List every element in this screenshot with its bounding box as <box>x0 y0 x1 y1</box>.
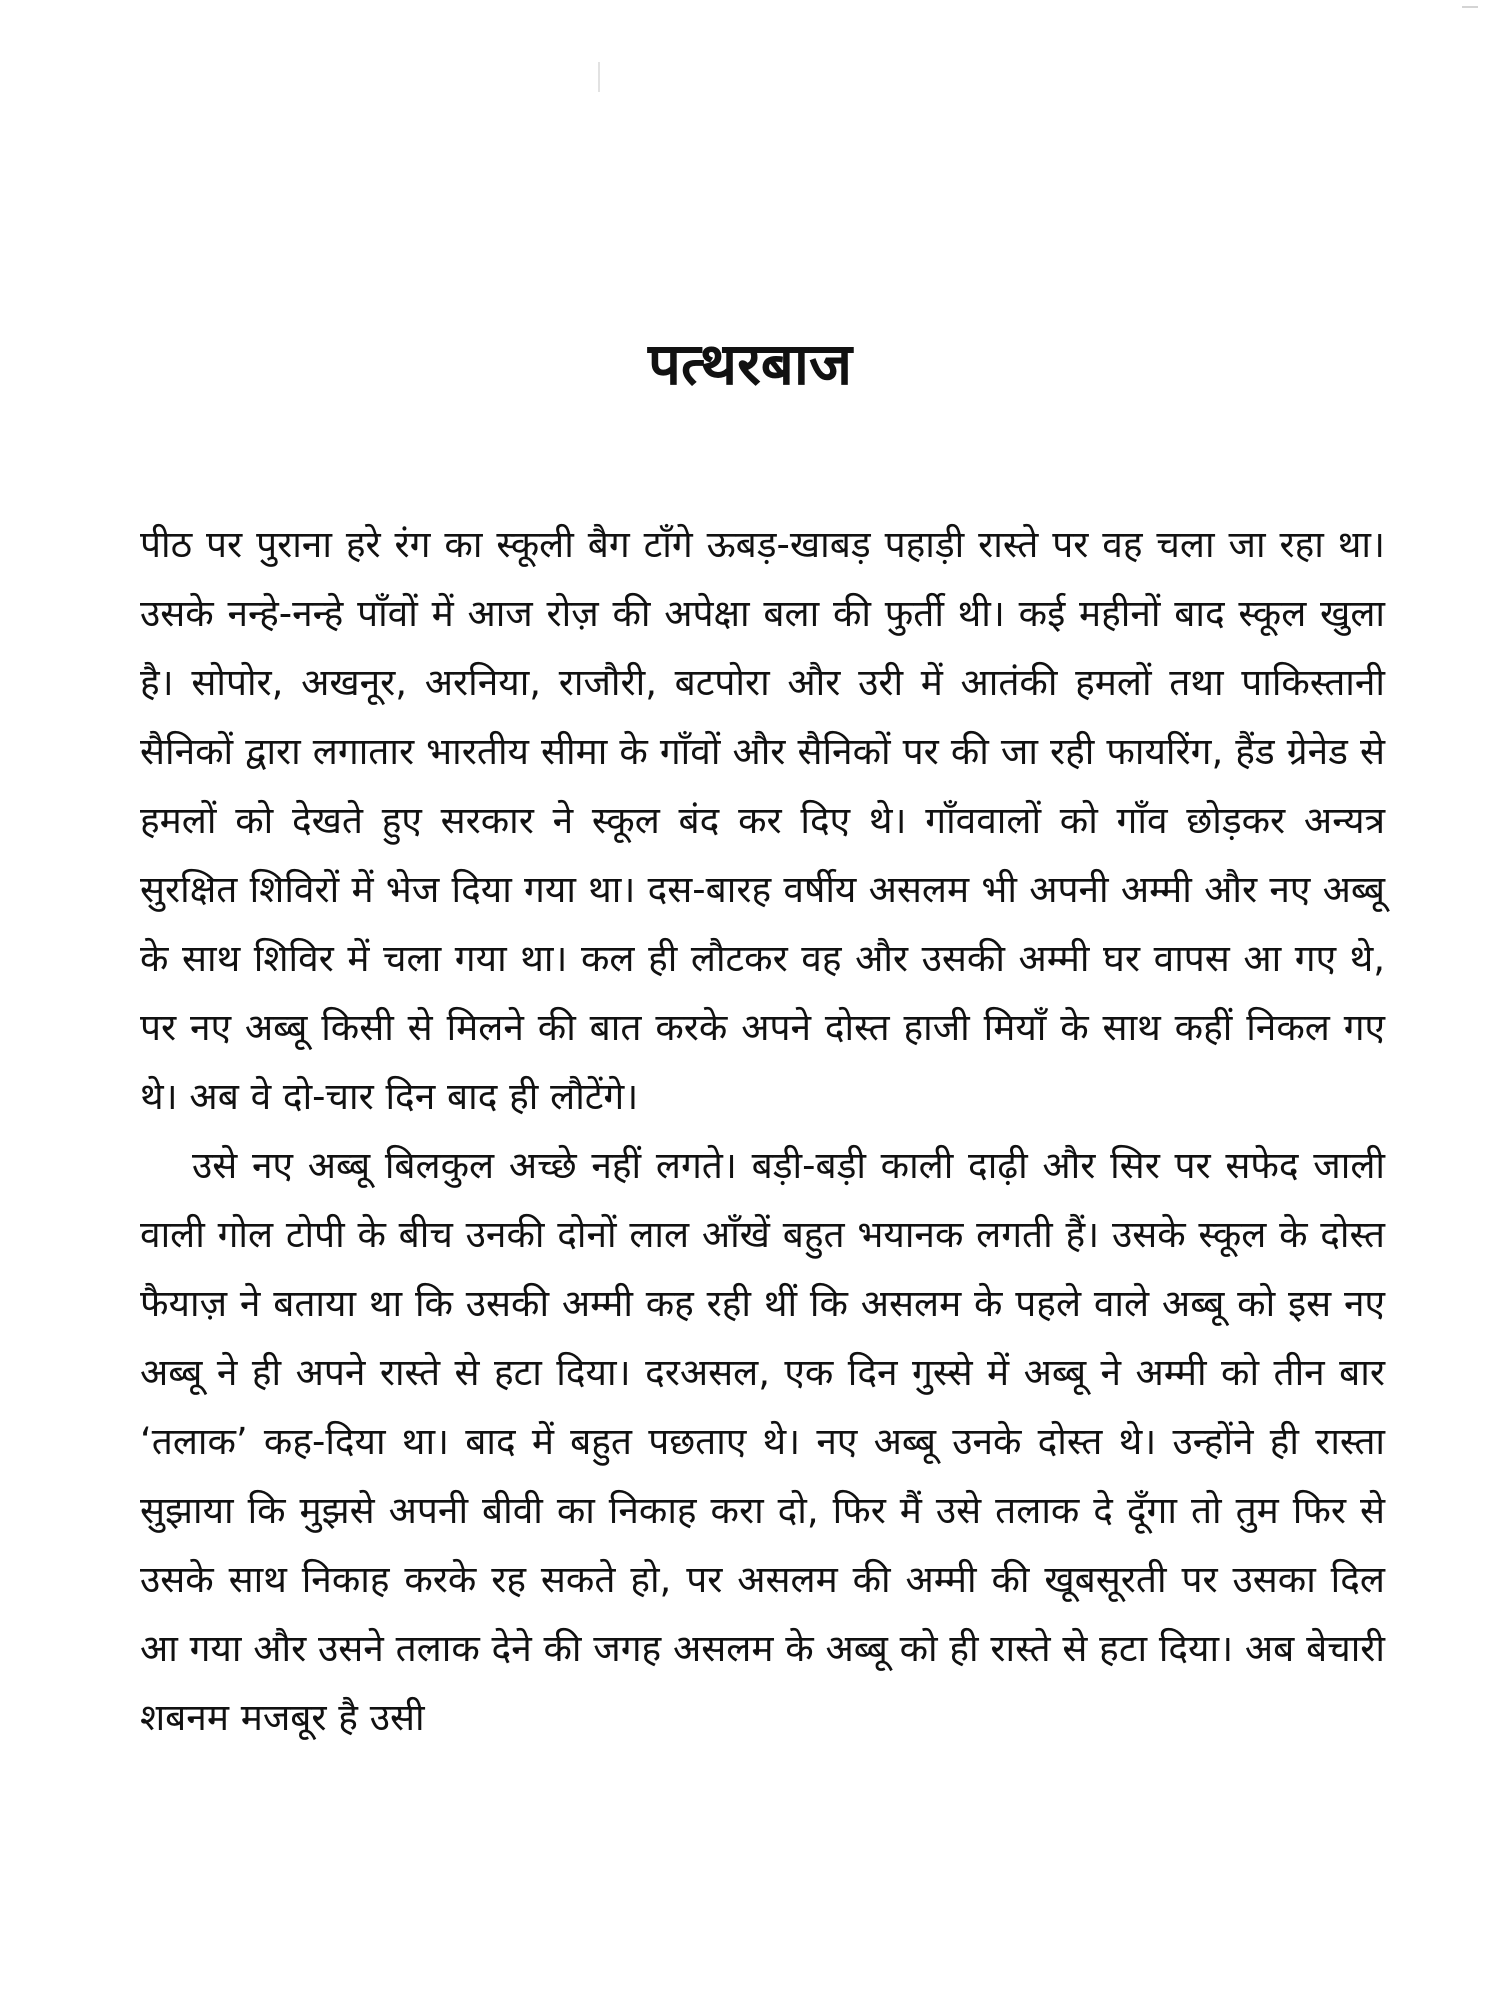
paragraph-1: पीठ पर पुराना हरे रंग का स्कूली बैग टाँगे ऊबड़-खाबड़ पहाड़ी रास्ते पर वह चला जा रहा था। उसके नन्हे-नन्हे पाँवों में आज रोज़ की अपेक्षा बला की फुर्ती थी। कई महीनों बाद स्कूल खुला है। सोपोर, अखनूर, अरनिया, राजौरी, बटपोरा और उरी में आतंकी हमलों तथा पाकिस्तानी सैनिकों द्वारा लगातार भारतीय सीमा के गाँवों और सैनिकों पर की जा रही फायरिंग, हैंड ग्रेनेड से हमलों को देखते हुए सरकार ने स्कूल बंद कर दिए थे। गाँववालों को गाँव छोड़कर अन्यत्र सुरक्षित शिविरों में भेज दिया गया था। दस-बारह वर्षीय असलम भी अपनी अम्मी और नए अब्बू के साथ शिविर में चला गया था। कल ही लौटकर वह और उसकी अम्मी घर वापस आ गए थे, पर नए अब्बू किसी से मिलने की बात करके अपने दोस्त हाजी मियाँ के साथ कहीं निकल गए थे। अब वे दो-चार दिन बाद ही लौटेंगे। <box>140 523 1385 1118</box>
page-crease-mark <box>598 62 600 92</box>
chapter-body <box>140 510 1385 1752</box>
corner-scan-mark <box>1462 6 1478 8</box>
chapter-title: पत्थरबाज <box>648 330 852 398</box>
paragraph-2: उसे नए अब्बू बिलकुल अच्छे नहीं लगते। बड़ी-बड़ी काली दाढ़ी और सिर पर सफेद जाली वाली गोल टोपी के बीच उनकी दोनों लाल आँखें बहुत भयानक लगती हैं। उसके स्कूल के दोस्त फैयाज़ ने बताया था कि उसकी अम्मी कह रही थीं कि असलम के पहले वाले अब्बू को इस नए अब्बू ने ही अपने रास्ते से हटा दिया। दरअसल, एक दिन गुस्से में अब्बू ने अम्मी को तीन बार ‘तलाक’ कह-दिया था। बाद में बहुत पछताए थे। नए अब्बू उनके दोस्त थे। उन्होंने ही रास्ता सुझाया कि मुझसे अपनी बीवी का निकाह करा दो, फिर मैं उसे तलाक दे दूँगा तो तुम फिर से उसके साथ निकाह करके रह सकते हो, पर असलम की अम्मी की खूबसूरती पर उसका दिल आ गया और उसने तलाक देने की जगह असलम के अब्बू को ही रास्ते से हटा दिया। अब बेचारी शबनम मजबूर है उसी <box>140 1144 1385 1739</box>
